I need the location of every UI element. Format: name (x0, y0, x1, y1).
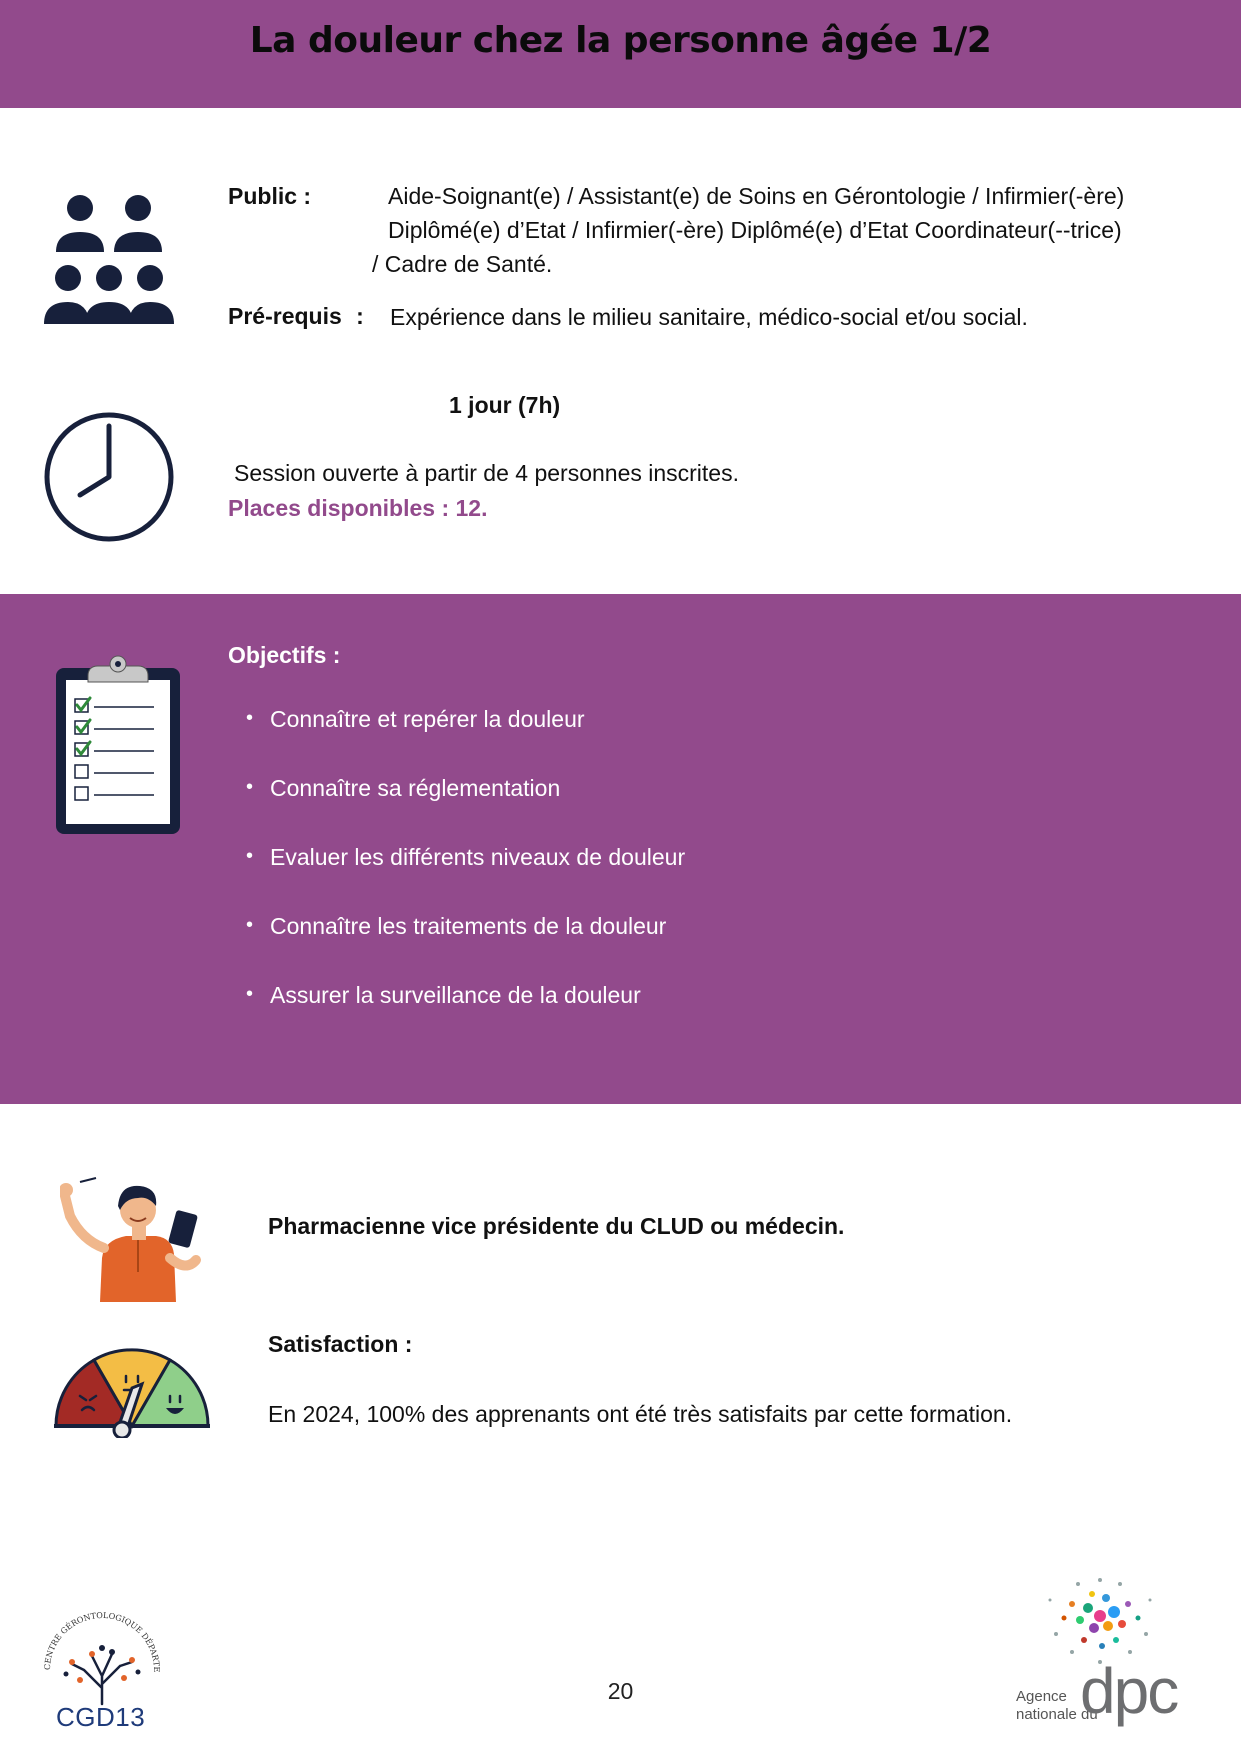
clock-icon (42, 410, 176, 544)
objectives-section (0, 594, 1241, 1104)
list-item: • Connaître sa réglementation (246, 775, 685, 844)
places-text: Places disponibles : 12. (228, 495, 488, 521)
satisfaction-label: Satisfaction : (268, 1331, 413, 1357)
list-item: • Connaître et repérer la douleur (246, 706, 685, 775)
list-item: • Connaître les traitements de la douleur (246, 913, 685, 982)
trainer-icon (60, 1176, 206, 1302)
page-title: La douleur chez la personne âgée 1/2 (249, 20, 992, 61)
trainer-text: Pharmacienne vice présidente du CLUD ou médecin. (268, 1213, 845, 1239)
public-line-3: / Cadre de Santé. (372, 251, 553, 277)
session-text: Session ouverte à partir de 4 personnes inscrites. (234, 460, 739, 486)
satisfaction-text: En 2024, 100% des apprenants ont été très satisfaits par cette formation. (268, 1401, 1013, 1427)
dpc-logo-line2: nationale du (1016, 1706, 1098, 1723)
page-number: 20 (607, 1678, 634, 1704)
group-icon (42, 192, 182, 328)
prerequis-text: Expérience dans le milieu sanitaire, médico-social et/ou social. (390, 304, 1028, 330)
dpc-logo-line1: Agence (1016, 1688, 1067, 1705)
list-item: • Assurer la surveillance de la douleur (246, 982, 685, 1051)
svg-text:CENTRE GÉRONTOLOGIQUE DÉPARTEM (36, 1604, 161, 1672)
prerequis-label: Pré-requis : (228, 303, 364, 329)
public-line-1: Aide-Soignant(e) / Assistant(e) de Soins en Gérontologie / Infirmier(-ère) (388, 183, 1125, 209)
cgd-logo-text: CGD13 (56, 1702, 146, 1732)
cgd13-logo (36, 1604, 166, 1738)
dpc-logo-big: dpc (1080, 1655, 1178, 1727)
objectives-list (246, 706, 685, 1051)
satisfaction-gauge-icon (52, 1346, 212, 1438)
dpc-logo (1010, 1556, 1192, 1738)
public-line-2: Diplômé(e) d’Etat / Infirmier(-ère) Diplômé(e) d’Etat Coordinateur(--trice) (388, 217, 1122, 243)
duration-label: 1 jour (7h) (449, 392, 561, 418)
public-label: Public : (228, 183, 312, 209)
list-item: • Evaluer les différents niveaux de douleur (246, 844, 685, 913)
cgd-ring-text: CENTRE GÉRONTOLOGIQUE DÉPARTE (42, 1610, 162, 1673)
objectives-title: Objectifs : (228, 642, 341, 668)
clipboard-icon (54, 654, 182, 836)
